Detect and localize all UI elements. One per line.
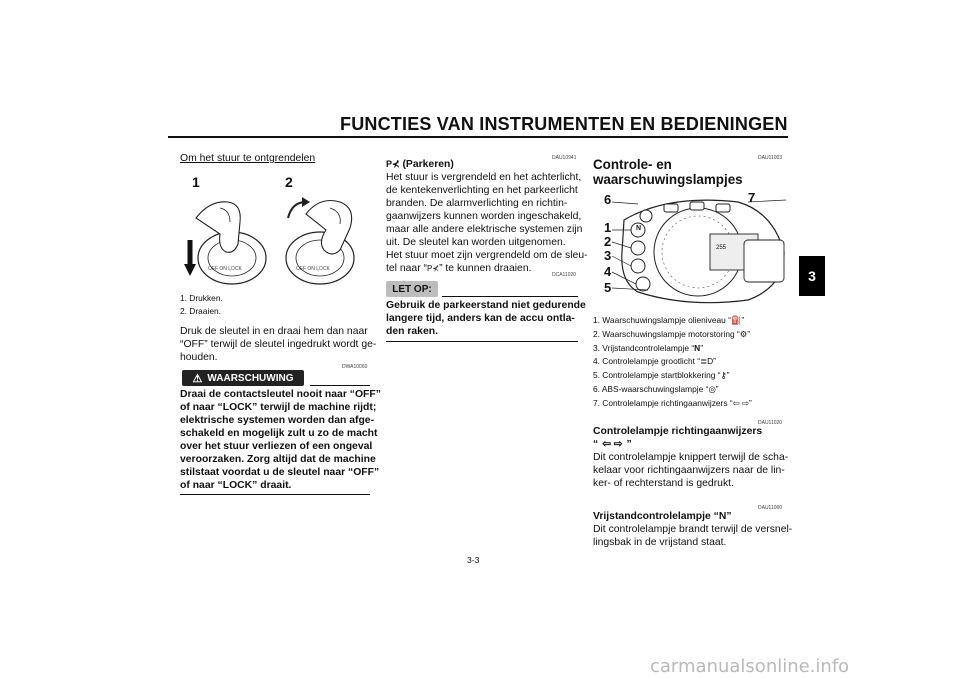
warning-bottom-rule [180,494,370,495]
text-line: gaanwijzers kunnen worden ingeschakeld, [386,211,582,222]
text-line: den raken. [386,326,438,337]
warning-label-text: WAARSCHUWING [207,372,294,384]
warning-label [182,370,304,386]
caution-top-rule [442,296,578,297]
text-line: de kentekenverlichting en het parkeerlicht [386,185,578,196]
figure-callout: 2 [604,234,612,249]
legend-text: 5. Controlelampje startblokkering “ [593,370,721,381]
neutral-body [593,523,792,549]
text-line: schakeld en mogelijk zult u zo de macht [180,428,378,439]
text-line: of naar “LOCK” draait. [180,480,292,491]
display-readout: 255 [716,245,727,251]
legend-text: 7. Controlelampje richtingaanwijzers “ [593,397,733,408]
key-illustration [180,172,370,290]
high-beam-icon: ≣D [700,356,714,367]
instrument-cluster-drawing [598,192,788,310]
text-line: Dit controlelampje brandt terwijl de versnel- [593,524,793,535]
figure-callout: 6 [604,192,612,207]
legend-item [593,328,752,342]
text-fragment: Vrijstandcontrolelampje “ [593,511,719,522]
text-line: elektrische systemen worden dan afge- [180,415,375,426]
text-line: branden. De alarmverlichting en richtin- [386,198,568,209]
neutral-heading [593,510,732,523]
warning-triangle-icon: ⚠ [192,372,203,385]
text-fragment: tel naar “ [386,263,428,274]
figure-captions [180,292,223,318]
turn-signal-arrows-icon: ⇦ ⇨ [732,397,750,408]
section-code: DAU11003 [758,155,783,161]
neutral-lamp-n-icon: N [636,225,642,232]
caution-text [386,299,586,338]
heading-line: Controlelampje richtingaanwijzers [593,426,763,437]
instrument-cluster-illustration [598,192,788,310]
unlock-heading: Om het stuur te ontgrendelen [180,153,316,164]
text-line: ker- of rechterstand is gedrukt. [593,478,734,489]
legend-item [593,314,752,328]
legend-text: ” [741,315,745,325]
legend-item [593,342,752,356]
figure-callout-1: 1 [192,174,200,190]
legend-text: ” [715,383,719,394]
text-line: Het stuur is vergrendeld en het achterlicht, [386,172,582,183]
turn-signal-heading [593,425,762,451]
text-line: Draai de contactsleutel nooit naar “OFF” [180,389,381,400]
neutral-n-icon: N [694,342,701,353]
legend-text: 3. Vrijstandcontrolelampje “ [593,342,695,353]
legend-item [593,355,752,369]
text-line: uit. De sleutel kan worden uitgenomen. [386,237,566,248]
text-line: houden. [180,352,218,363]
legend-item [593,383,752,397]
figure-callout-2: 2 [285,174,293,190]
abs-icon: ◎ [708,383,716,394]
figure-callout: 7 [748,190,756,205]
chapter-tab[interactable]: 3 [799,256,825,296]
text-fragment: “ [593,439,599,450]
legend-text: 2. Waarschuwingslampje motorstoring “ [593,328,740,339]
caution-label: LET OP: [386,281,438,297]
text-line: “OFF” terwijl de sleutel ingedrukt wordt ge- [180,339,377,350]
legend-item [593,397,752,411]
site-watermark: carmanualsonline.info [650,656,850,677]
parking-body [386,171,588,275]
text-fragment: ” te kunnen draaien. [439,263,532,274]
section-title [593,157,743,187]
page-header-title: FUNCTIES VAN INSTRUMENTEN EN BEDIENINGEN [340,114,788,134]
caution-code: DCA11020 [552,272,577,278]
parking-heading-text: (Parkeren) [402,159,454,170]
immobilizer-key-icon: ⚷ [720,370,727,381]
header-rule [168,136,788,138]
warning-top-rule [310,385,370,386]
key-press-turn-drawing [180,188,370,288]
text-line: Gebruik de parkeerstand niet gedurende [386,300,586,311]
legend-text: ” [700,342,704,353]
text-line: kelaar voor richtingaanwijzers naar de lin- [593,465,785,476]
caption-item: 1. Drukken. [180,293,223,303]
legend-text: ” [749,397,752,408]
text-line: of naar “LOCK” terwijl de machine rijdt; [180,402,377,413]
section-code: DAU11060 [758,505,783,511]
title-line: waarschuwingslampjes [593,172,743,187]
text-line: stilstaat voordat u de sleutel naar “OFF” [180,467,380,478]
text-line: veroorzaken. Zorg altijd dat de machine [180,454,376,465]
text-line: lingsbak in de vrijstand staat. [593,537,727,548]
lamp-legend-list [593,314,752,411]
text-fragment: ” [626,439,632,450]
text-line: maar alle andere elektrische systemen zijn [386,224,583,235]
neutral-n-icon: N [718,511,727,522]
legend-text: 4. Controlelampje grootlicht “ [593,356,701,367]
text-line: Druk de sleutel in en draai hem dan naar [180,326,368,337]
turn-signal-arrows-icon: ⇦ ⇨ [602,439,623,450]
text-line: Het stuur moet zijn vergrendeld om de sleu- [386,250,588,261]
legend-text: ” [713,356,716,367]
key-position-text-1: OFF ON LOCK [208,266,242,272]
text-line: langere tijd, anders kan de accu ontla- [386,313,575,324]
parking-p-icon: P⊀ [427,264,440,273]
text-line: Dit controlelampje knippert terwijl de scha- [593,452,789,463]
caption-item: 2. Draaien. [180,306,221,316]
legend-text: 6. ABS-waarschuwingslampje “ [593,383,709,394]
parking-p-icon: P⊀ [386,159,400,169]
text-line: over het stuur verliezen of een ongeval [180,441,373,452]
legend-text: ” [726,370,730,381]
unlock-instructions [180,325,376,364]
text-fragment: ” [726,511,732,522]
figure-callout: 3 [604,248,612,263]
section-code: DAU11020 [758,420,783,426]
title-line: Controle- en [593,157,672,172]
key-position-text-2: OFF ON LOCK [296,266,330,272]
turn-signal-body [593,451,788,490]
page-number: 3-3 [467,555,480,565]
section-code: DAU10941 [552,155,577,161]
heading-line [593,438,762,451]
legend-item [593,369,752,383]
parking-heading [386,158,454,171]
caution-bottom-rule [386,341,578,342]
engine-icon: ⚙ [739,328,748,339]
warning-code: DWA10060 [342,364,368,370]
figure-callout: 4 [604,264,612,279]
legend-text: ” [747,328,751,339]
warning-text [180,388,381,492]
figure-callout: 1 [604,220,612,235]
legend-text: 1. Waarschuwingslampje olieniveau “ [593,315,731,325]
oil-can-icon: ⛽ [730,315,742,325]
figure-callout: 5 [604,280,612,295]
